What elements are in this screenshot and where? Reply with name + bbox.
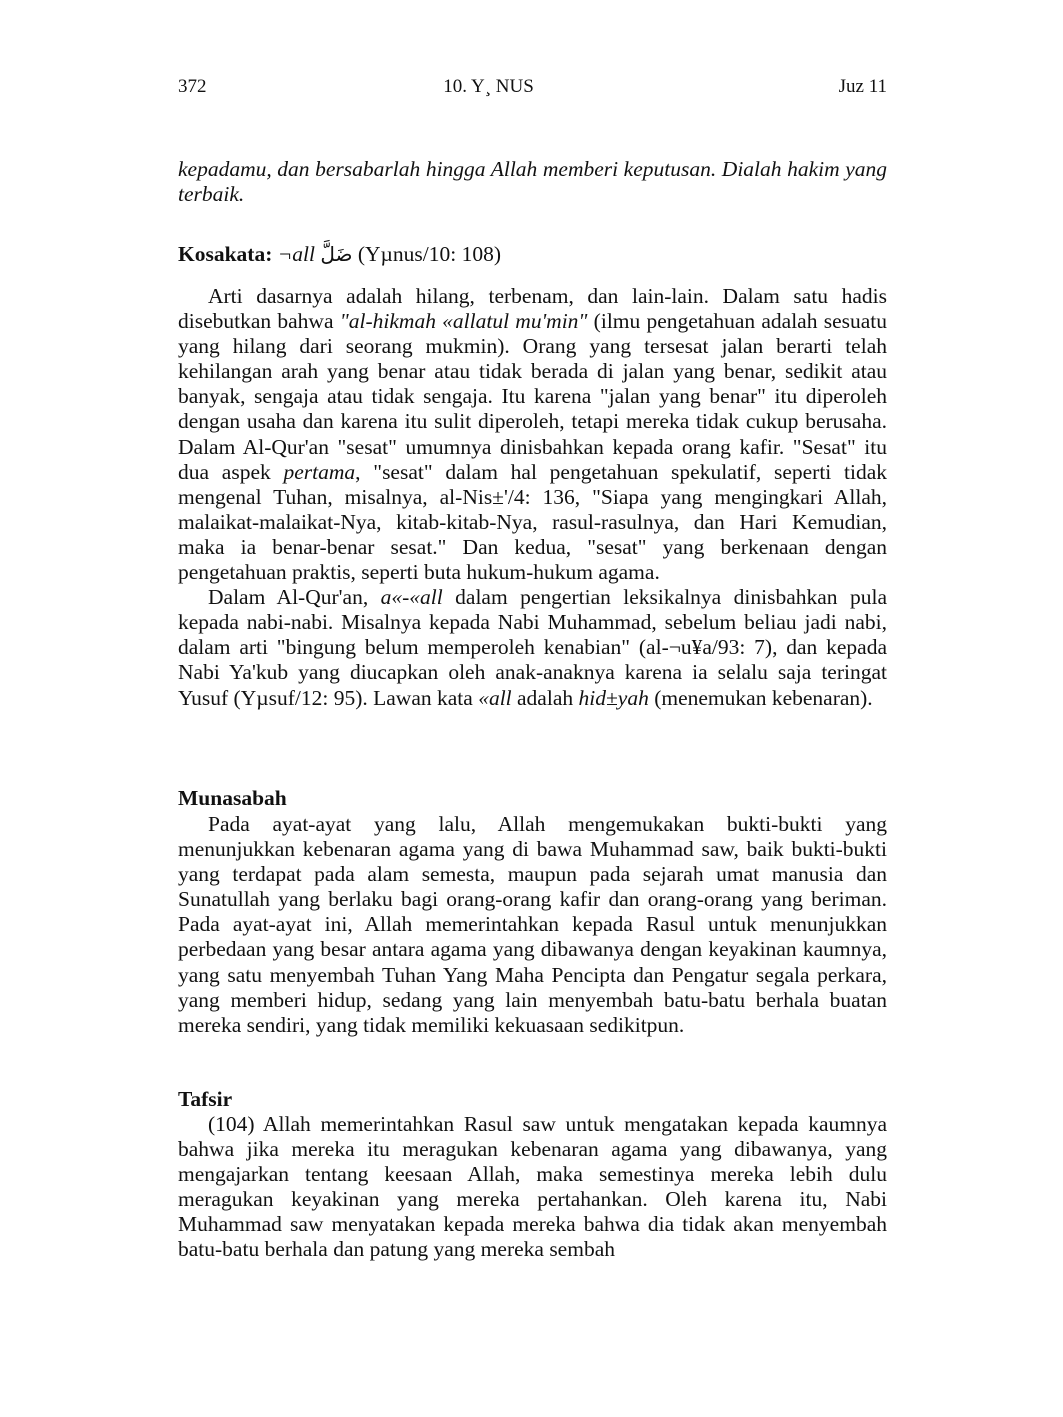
page-number: 372 xyxy=(178,76,207,97)
munasabah-paragraph: Pada ayat-ayat yang lalu, Allah mengemukakan bukti-bukti yang menunjukkan kebenaran agama yang di bawa Muhammad saw, baik bukti-bukti yang terdapat pada alam semesta, maupun pada sejarah umat manusia dan Sunatullah yang berlaku bagi orang-orang kafir dan orang-orang yang beriman. Pada ayat-ayat ini, Allah memerintahkan kepada Rasul untuk menunjukkan perbedaan yang besar antara agama yang dibawanya dengan keyakinan kaumnya, yang satu menyembah Tuhan Yang Maha Pencipta dan Pengatur segala perkara, yang memberi hidup, sedang yang lain menyembah batu-batu berhala buatan mereka sendiri, yang tidak memiliki kekuasaan sedikitpun. xyxy=(178,812,887,1037)
intro-text: kepadamu, dan bersabarlah hingga Allah memberi keputusan. Dialah hakim yang terbaik. xyxy=(178,157,887,207)
kosakata-reference: (Yµnus/10: 108) xyxy=(357,242,502,266)
kosakata-term-latin: ¬all xyxy=(277,242,315,266)
kosakata-term-arabic: ضَلَّ xyxy=(320,242,353,266)
munasabah-heading: Munasabah xyxy=(178,786,287,810)
emphasis-term: hid±yah xyxy=(578,685,649,710)
text-run: Dalam Al-Qur'an, xyxy=(208,585,381,610)
intro-paragraph xyxy=(178,157,887,207)
emphasis-term: a«-«all xyxy=(380,585,443,610)
text-run: (ilmu pengetahuan adalah sesuatu yang hilang dari seorang mukmin). Orang yang tersesat jalan berarti telah kehilangan arah yang benar atau tidak berada di jalan yang benar, sedikit atau banyak, sengaja atau tidak sengaja. Itu karena "jalan yang benar" itu diperoleh dengan usaha dan karena itu sulit diperoleh, tetapi mereka tidak cukup berusaha. Dalam Al-Qur'an "sesat" umumnya dinisbahkan kepada orang kafir. "Sesat" itu dua aspek xyxy=(178,309,887,484)
kosakata-paragraph-1 xyxy=(178,284,887,585)
kosakata-paragraph-2 xyxy=(178,585,887,710)
chapter-title: 10. Y¸ NUS xyxy=(443,76,534,97)
text-run: Arti dasarnya adalah hilang, terbenam, dan lain-lain. Dalam satu hadis disebutkan bahwa xyxy=(178,284,887,334)
emphasis-term: «all xyxy=(478,685,512,710)
hadith-quote: "al-hikmah «allatul mu'min" xyxy=(339,309,588,334)
tafsir-heading: Tafsir xyxy=(178,1087,233,1111)
emphasis-term: pertama xyxy=(283,459,356,484)
text-run: adalah xyxy=(511,685,579,710)
munasabah-body xyxy=(178,812,887,1038)
kosakata-body xyxy=(178,284,887,711)
text-run: dalam pengertian leksikalnya dinisbahkan pula kepada nabi-nabi. Misalnya kepada Nabi Muhammad, sebelum beliau jadi nabi, dalam arti "bingung belum memperoleh kenabian" (al-¬u¥a/93: 7), dan kepada Nabi Ya'kub yang diucapkan oleh anak-anaknya karena ia selalu saja teringat Yusuf (Yµsuf/12: 95). Lawan kata xyxy=(178,585,887,710)
juz-label: Juz 11 xyxy=(838,76,887,97)
text-run: , "sesat" dalam hal pengetahuan spekulatif, seperti tidak mengenal Tuhan, misalnya, al-Nis±'/4: 136, "Siapa yang mengingkari Allah, malaikat-malaikat-Nya, kitab-kitab-Nya, rasul-rasulnya, dan Hari Kemudian, maka ia benar-benar sesat." Dan kedua, "sesat" yang berkenaan dengan pengetahuan praktis, seperti buta hukum-hukum agama. xyxy=(178,459,888,585)
text-run: (menemukan kebenaran). xyxy=(648,685,873,710)
running-header xyxy=(178,76,887,102)
kosakata-label: Kosakata: xyxy=(178,242,273,266)
kosakata-heading xyxy=(178,242,887,267)
tafsir-paragraph: (104) Allah memerintahkan Rasul saw untuk mengatakan kepada kaumnya bahwa jika mereka itu meragukan kebenaran agama yang dibawanya, yang mengajarkan tentang keesaan Allah, maka semestinya mereka lebih dulu meragukan keyakinan yang mereka pertahankan. Oleh karena itu, Nabi Muhammad saw menyatakan kepada mereka bahwa dia tidak akan menyembah batu-batu berhala dan patung yang mereka sembah xyxy=(178,1112,887,1262)
tafsir-body xyxy=(178,1112,887,1263)
